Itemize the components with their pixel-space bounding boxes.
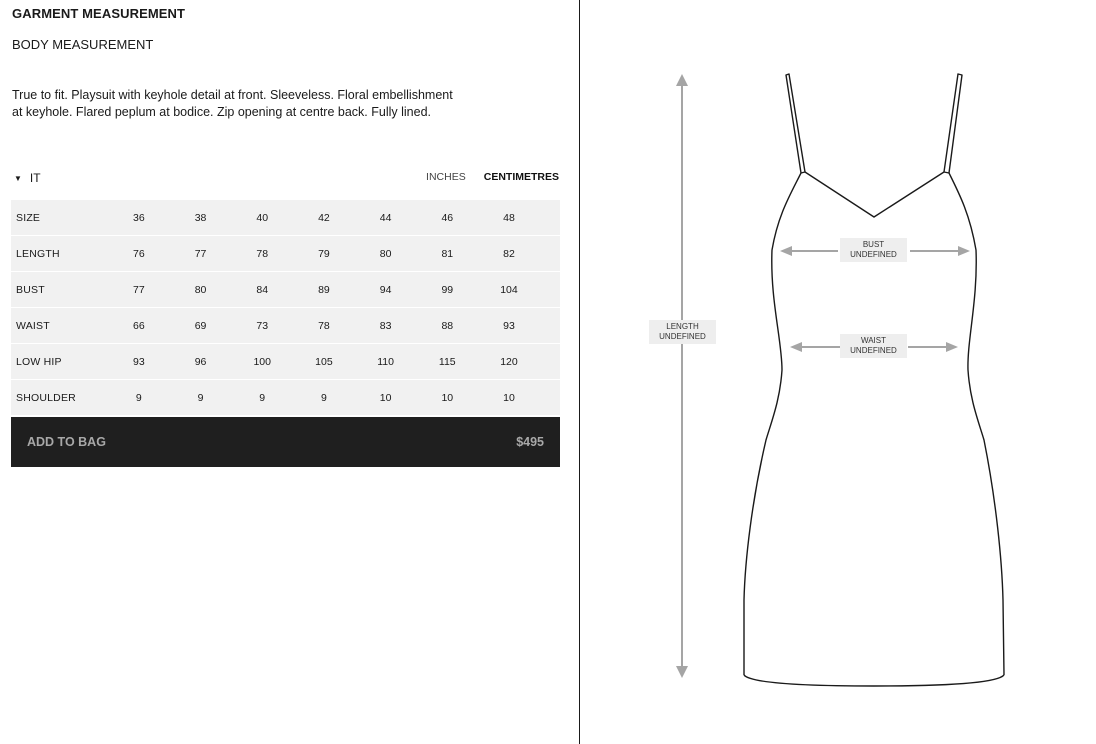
tab-body-measurement[interactable]: BODY MEASUREMENT [12,37,154,52]
table-cell: 40 [256,211,269,224]
length-label: LENGTH UNDEFINED [649,320,716,344]
triangle-down-icon: ▼ [14,173,22,183]
table-cell: 10 [503,391,515,404]
unit-centimetres[interactable]: CENTIMETRES [483,171,559,183]
table-row [11,380,560,416]
row-label: LOW HIP [16,355,62,368]
table-row [11,236,560,272]
table-cell: 96 [194,355,207,368]
table-cell: 46 [441,211,454,224]
bust-label: BUST UNDEFINED [840,238,907,262]
table-cell: 78 [256,247,269,260]
table-cell: 48 [503,211,515,224]
table-cell: 9 [135,391,142,404]
table-row [11,200,560,236]
unit-toggle [426,171,559,183]
table-cell: 80 [194,283,207,296]
row-label: SIZE [16,211,41,224]
table-cell: 10 [441,391,454,404]
table-cell: 81 [441,247,454,260]
add-to-bag-button[interactable] [11,417,560,467]
table-cell: 80 [379,247,392,260]
table-cell: 105 [315,355,333,368]
table-cell: 9 [320,391,327,404]
dress-outline [744,74,1004,686]
price: $495 [516,435,544,449]
table-cell: 38 [194,211,207,224]
table-cell: 83 [379,319,392,332]
table-cell: 77 [133,283,145,296]
table-cell: 66 [133,319,145,332]
table-cell: 93 [503,319,515,332]
table-cell: 9 [259,391,266,404]
add-to-bag-label: ADD TO BAG [27,435,106,449]
length-arrow [676,74,688,678]
table-row [11,308,560,344]
table-cell: 94 [379,283,392,296]
size-system-label: IT [29,171,41,185]
table-cell: 79 [318,247,330,260]
table-cell: 78 [318,319,330,332]
table-cell: 88 [441,319,454,332]
table-cell: 115 [438,355,456,368]
table-cell: 44 [379,211,392,224]
product-description: True to fit. Playsuit with keyhole detail at front. Sleeveless. Floral embellishment at keyhole. Flared peplum at bodice. Zip opening at centre back. Fully lined. [12,88,453,119]
garment-diagram-panel [581,0,1096,744]
garment-diagram [581,0,1096,744]
table-cell: 100 [253,355,271,368]
table-cell: 76 [133,247,145,260]
row-label: BUST [16,283,45,296]
table-cell: 99 [441,283,454,296]
waist-label: WAIST UNDEFINED [840,334,907,358]
table-cell: 104 [500,283,518,296]
row-label: WAIST [16,319,50,332]
table-cell: 93 [133,355,145,368]
table-cell: 69 [194,319,207,332]
table-cell: 73 [256,319,269,332]
table-cell: 9 [197,391,204,404]
table-cell: 42 [318,211,330,224]
table-cell: 110 [377,355,394,368]
table-cell: 89 [318,283,330,296]
table-cell: 82 [503,247,515,260]
unit-inches[interactable]: INCHES [426,171,466,183]
size-system-dropdown[interactable] [14,171,41,185]
table-row [11,344,560,380]
row-label: LENGTH [16,247,60,260]
table-cell: 10 [379,391,392,404]
measurement-table [11,200,560,416]
table-cell: 84 [256,283,269,296]
table-cell: 36 [133,211,145,224]
table-cell: 120 [500,355,518,368]
tab-garment-measurement[interactable]: GARMENT MEASUREMENT [12,6,186,21]
table-row [11,272,560,308]
table-cell: 77 [194,247,207,260]
row-label: SHOULDER [16,391,76,404]
